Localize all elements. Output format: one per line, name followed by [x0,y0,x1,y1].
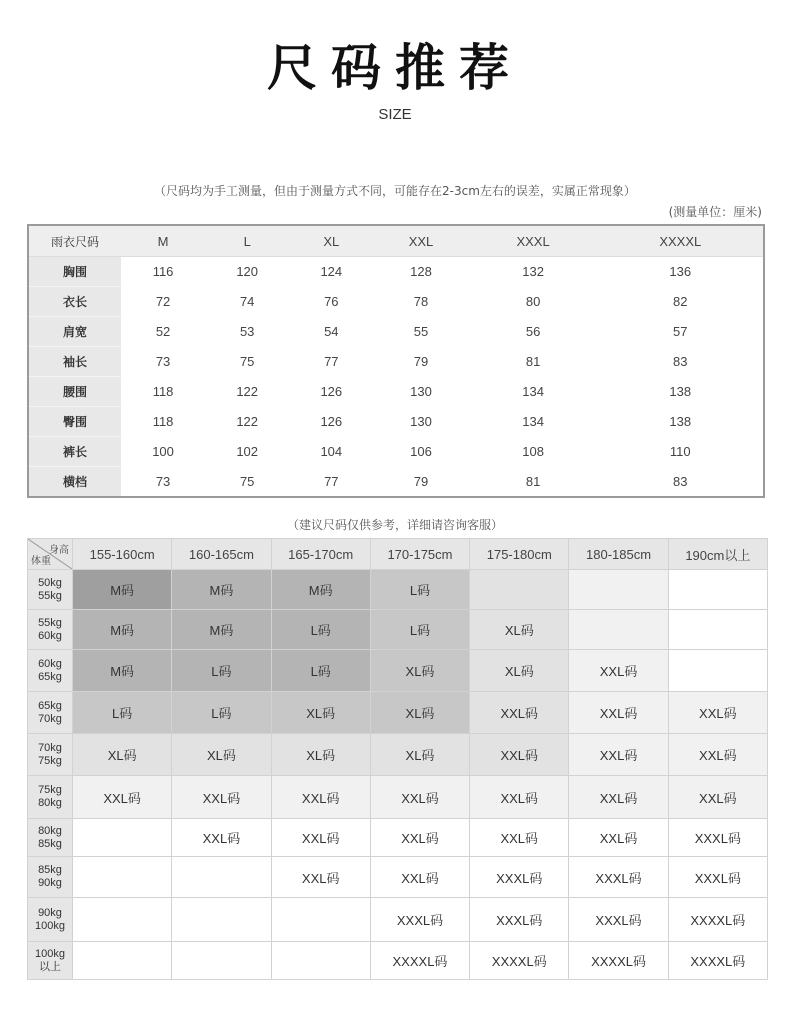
size-value-cell: 138 [669,414,692,429]
size-row-label: 衣长 [28,287,121,317]
size-row-label: 臀围 [28,407,121,437]
weight-range-bottom: 60kg [38,629,62,642]
size-value-cell: 57 [673,324,688,339]
size-header-xl: XL [289,225,373,257]
recommended-size-cell: XXL码 [668,692,767,734]
size-value-cell: 134 [522,414,544,429]
unit-note: (测量单位：厘米) [668,205,762,219]
size-value-cell: 126 [320,384,343,399]
size-row [28,377,764,407]
recommended-size-cell: XL码 [470,650,569,692]
recommended-size-cell [569,610,668,650]
size-row-label: 袖长 [28,347,121,377]
size-value-cell: 73 [155,354,171,369]
recommended-size-cell: XL码 [370,734,469,776]
size-value-cell: 54 [324,324,339,339]
recommended-size-cell: M码 [172,570,271,610]
recommended-size-cell: XXL码 [172,819,271,857]
recommended-size-cell [73,898,172,942]
recommended-size-cell: L码 [370,570,469,610]
size-value-cell: 134 [522,384,544,399]
recommended-size-cell: L码 [271,650,370,692]
recommended-size-cell: XL码 [370,650,469,692]
size-value-cell: 77 [324,354,339,369]
recommended-size-cell: L码 [172,650,271,692]
size-row [28,437,764,467]
recommended-size-cell: XXXL码 [668,819,767,857]
weight-row [28,819,768,857]
weight-range-top: 55kg [38,616,62,629]
size-value-cell: 120 [236,264,259,280]
weight-row [28,776,768,819]
size-header-l: L [205,225,289,257]
size-value-cell: 77 [324,473,339,489]
weight-range-top: 80kg [38,824,62,837]
size-row [28,317,764,347]
recommended-size-cell [668,570,767,610]
size-value-cell: 80 [525,294,541,309]
weight-row [28,610,768,650]
recommended-size-cell [271,942,370,980]
size-value-cell: 100 [152,444,174,459]
weight-row [28,650,768,692]
weight-range-bottom: 100kg [35,919,65,932]
size-value-cell: 81 [525,473,541,489]
size-value-cell: 106 [410,444,432,459]
weight-row [28,570,768,610]
recommended-size-cell: XL码 [73,734,172,776]
recommended-size-cell: XXL码 [470,776,569,819]
weight-label-cell [28,692,73,734]
size-value-cell: 79 [413,473,429,489]
weight-range-top: 75kg [38,784,62,796]
height-header-cell: 155-160cm [73,539,172,570]
recommend-note: （建议尺码仅供参考，详细请咨询客服） [286,518,503,532]
size-value-cell: 124 [320,264,343,280]
size-value-cell: 102 [236,444,259,459]
recommended-size-cell [73,857,172,898]
recommended-size-cell: XXL码 [370,857,469,898]
size-row [28,467,764,498]
height-header-cell: 175-180cm [470,539,569,570]
weight-label-cell [28,776,73,819]
weight-range-top: 90kg [38,906,62,919]
recommended-size-cell: XXXL码 [569,857,668,898]
weight-range-top: 70kg [38,741,62,754]
recommended-size-cell: XL码 [172,734,271,776]
weight-row [28,692,768,734]
size-row-label: 肩宽 [28,317,121,347]
size-value-cell: 83 [673,354,688,369]
recommended-size-cell [271,898,370,942]
size-header-xxxl: XXXL [469,225,598,257]
weight-label-cell [28,734,73,776]
size-value-cell: 72 [155,294,171,309]
recommended-size-cell: XL码 [271,734,370,776]
size-value-cell: 83 [673,473,688,489]
size-row [28,257,764,287]
recommended-size-cell: M码 [271,570,370,610]
size-value-cell: 74 [239,294,255,309]
size-value-cell: 136 [669,264,692,280]
page-subtitle: SIZE [378,106,412,123]
recommended-size-cell: XXL码 [569,776,668,819]
size-value-cell: 76 [324,294,339,309]
size-header-xxxxl: XXXXL [598,225,764,257]
size-row-label: 横档 [28,467,121,498]
size-row [28,287,764,317]
size-value-cell: 53 [239,324,255,339]
corner-weight-label: 体重 [31,556,51,567]
recommended-size-cell: XL码 [470,610,569,650]
recommend-table-body [28,539,768,980]
recommended-size-cell: XXXL码 [569,898,668,942]
height-header-cell: 170-175cm [370,539,469,570]
recommended-size-cell: XXL码 [569,734,668,776]
page-title: 尺码推荐 [267,39,523,97]
size-row [28,407,764,437]
recommended-size-cell: XXL码 [370,776,469,819]
recommended-size-cell: XXL码 [668,734,767,776]
recommended-size-cell [172,898,271,942]
recommended-size-cell: XXL码 [470,819,569,857]
weight-range-bottom: 80kg [38,797,62,809]
recommended-size-cell [668,610,767,650]
recommended-size-cell: L码 [271,610,370,650]
weight-range-top: 60kg [38,657,62,670]
recommended-size-cell: M码 [73,610,172,650]
recommended-size-cell [668,650,767,692]
size-table-header [28,225,764,257]
recommended-size-cell: XXL码 [569,692,668,734]
height-header-cell: 165-170cm [271,539,370,570]
size-value-cell: 104 [320,444,343,459]
height-header-cell: 190cm以上 [668,539,767,570]
recommended-size-cell: XXL码 [73,776,172,819]
size-value-cell: 130 [410,384,432,399]
recommended-size-cell: XXL码 [569,650,668,692]
size-value-cell: 81 [525,354,541,369]
size-value-cell: 75 [239,473,255,489]
weight-range-bottom: 90kg [38,877,62,889]
weight-row [28,734,768,776]
recommended-size-cell: L码 [73,692,172,734]
recommended-size-cell: M码 [172,610,271,650]
recommended-size-cell: XXXL码 [470,898,569,942]
size-value-cell: 79 [413,354,429,369]
size-value-cell: 138 [669,384,692,399]
size-header-xxl: XXL [373,225,468,257]
weight-range-top: 100kg [35,947,65,960]
weight-row [28,898,768,942]
recommended-size-cell [73,819,172,857]
corner-cell [28,539,73,570]
size-row-label: 腰围 [28,377,121,407]
size-value-cell: 75 [239,354,255,369]
weight-label-cell [28,942,73,980]
size-value-cell: 56 [525,324,541,339]
size-value-cell: 132 [522,264,544,280]
recommended-size-cell: L码 [370,610,469,650]
recommended-size-cell: XXL码 [668,776,767,819]
size-value-cell: 52 [155,324,171,339]
weight-label-cell [28,898,73,942]
size-value-cell: 55 [413,324,429,339]
recommended-size-cell: XXL码 [271,776,370,819]
recommended-size-cell [172,857,271,898]
recommended-size-cell: XXXXL码 [569,942,668,980]
size-row-label: 胸围 [28,257,121,287]
recommended-size-cell: XXL码 [172,776,271,819]
size-value-cell: 128 [410,264,432,280]
size-table-body [28,225,764,497]
size-row-label: 裤长 [28,437,121,467]
size-value-cell: 116 [152,264,174,280]
weight-range-top: 50kg [38,576,62,589]
recommended-size-cell: XXL码 [470,692,569,734]
recommend-table-header [28,539,768,570]
recommended-size-cell: XXXL码 [470,857,569,898]
recommended-size-cell [73,942,172,980]
weight-label-cell [28,570,73,610]
weight-label-cell [28,650,73,692]
recommended-size-cell: XXL码 [569,819,668,857]
recommended-size-cell: XL码 [271,692,370,734]
recommended-size-cell [470,570,569,610]
recommended-size-cell: M码 [73,650,172,692]
corner-height-label: 身高 [49,545,69,556]
weight-range-bottom: 70kg [38,712,62,725]
weight-range-bottom: 85kg [38,837,62,850]
size-value-cell: 126 [320,414,343,429]
size-value-cell: 118 [152,384,174,399]
size-value-cell: 118 [152,414,174,429]
recommended-size-cell: XXXL码 [668,857,767,898]
size-value-cell: 122 [236,414,259,429]
recommended-size-cell: L码 [172,692,271,734]
recommended-size-cell: XXXXL码 [470,942,569,980]
weight-label-cell [28,857,73,898]
recommended-size-cell [569,570,668,610]
size-value-cell: 110 [669,444,691,459]
height-header-cell: 160-165cm [172,539,271,570]
recommend-table [27,538,768,980]
measure-note: （尺码均为手工测量，但由于测量方式不同，可能存在2-3cm左右的误差，实属正常现象） [154,184,636,198]
recommended-size-cell: XXL码 [470,734,569,776]
weight-row [28,857,768,898]
height-header-cell: 180-185cm [569,539,668,570]
size-table [27,224,765,498]
size-value-cell: 122 [236,384,259,399]
recommended-size-cell: XXXXL码 [370,942,469,980]
size-value-cell: 78 [413,294,429,309]
weight-label-cell [28,819,73,857]
weight-label-cell [28,610,73,650]
weight-range-top: 65kg [38,699,62,712]
weight-range-bottom: 75kg [38,754,62,767]
weight-range-bottom: 65kg [38,670,62,683]
recommended-size-cell: XL码 [370,692,469,734]
recommended-size-cell: XXL码 [271,857,370,898]
size-value-cell: 108 [522,444,544,459]
size-value-cell: 130 [410,414,432,429]
size-header-label: 雨衣尺码 [28,225,121,257]
size-value-cell: 73 [155,473,171,489]
weight-range-bottom: 55kg [38,589,62,602]
weight-range-top: 85kg [38,864,62,876]
size-row [28,347,764,377]
recommended-size-cell: XXL码 [271,819,370,857]
recommended-size-cell: M码 [73,570,172,610]
size-header-m: M [121,225,205,257]
recommended-size-cell: XXL码 [370,819,469,857]
recommended-size-cell: XXXXL码 [668,898,767,942]
recommended-size-cell [172,942,271,980]
weight-range-bottom: 以上 [39,960,61,973]
weight-row [28,942,768,980]
size-value-cell: 82 [673,294,688,309]
recommended-size-cell: XXXXL码 [668,942,767,980]
recommended-size-cell: XXXL码 [370,898,469,942]
